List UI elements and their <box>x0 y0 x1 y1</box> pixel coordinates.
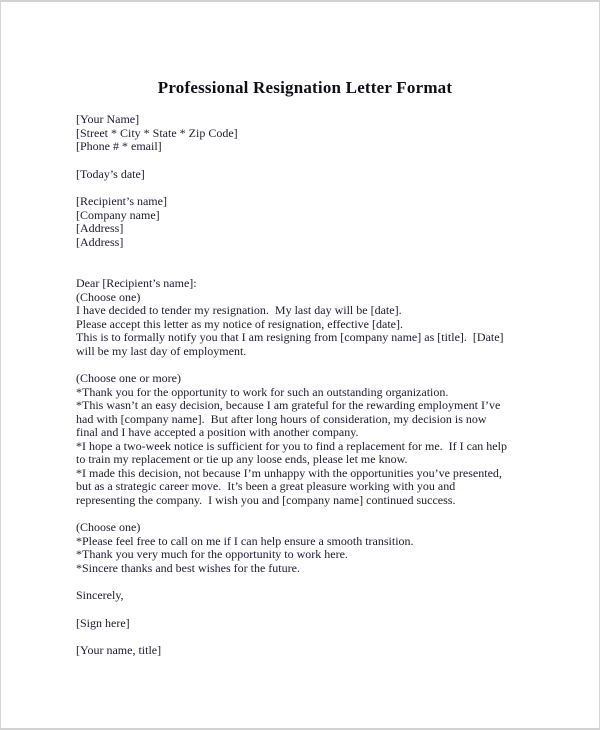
letter-line: will be my last day of employment. <box>76 343 247 358</box>
letter-line: *Sincere thanks and best wishes for the future. <box>76 560 300 575</box>
letter-line: to train my replacement or tie up any loose ends, please let me know. <box>76 452 408 466</box>
closing-options-block <box>76 521 534 575</box>
recipient-block <box>76 195 534 249</box>
first-options-block <box>76 372 534 507</box>
letter-line: [Address] <box>76 234 124 249</box>
letter-line: [Address] <box>76 221 124 235</box>
letter-line: had with [company name]. But after long hours of consideration, my decision is now <box>76 411 487 426</box>
letter-line: *I made this decision, not because I’m unhappy with the opportunities you’ve presented, <box>76 465 502 480</box>
letter-line: *Please feel free to call on me if I can help ensure a smooth transition. <box>76 533 414 548</box>
page-title: Professional Resignation Letter Format <box>157 78 453 97</box>
letter-line: [Your Name] <box>76 112 140 126</box>
letter-line: [Your name, title] <box>76 643 162 657</box>
letter-line: [Recipient’s name] <box>76 194 167 208</box>
letter-line: representing the company. I wish you and [company name] continued success. <box>76 492 456 507</box>
letter-line: I have decided to tender my resignation. My last day will be [date]. <box>76 303 402 317</box>
letter-line: Dear [Recipient’s name]: <box>76 276 197 290</box>
date-block <box>76 168 534 182</box>
letter-line: [Phone # * email] <box>76 139 162 153</box>
letter-line: [Company name] <box>76 207 160 222</box>
name-title-block <box>76 644 534 658</box>
letter-line: This is to formally notify you that I am resigning from [company name] as [title]. [Date] <box>76 330 504 344</box>
signoff-block <box>76 589 534 603</box>
letter-line: (Choose one) <box>76 520 141 534</box>
letter-line: [Today’s date] <box>76 166 145 181</box>
letter-line: but as a strategic career move. It’s been a great pleasure working with you and <box>76 479 456 493</box>
opening-block <box>76 277 534 358</box>
letter-line: (Choose one or more) <box>76 371 181 385</box>
letter-line: *Thank you for the opportunity to work for such an outstanding organization. <box>76 384 449 399</box>
letter-line: *This wasn’t an easy decision, because I am grateful for the rewarding employment I’ve <box>76 398 501 412</box>
sender-block <box>76 113 534 154</box>
letter-line: [Street * City * State * Zip Code] <box>76 125 238 140</box>
letter-line: (Choose one) <box>76 289 141 304</box>
letter-line: Please accept this letter as my notice of resignation, effective [date]. <box>76 316 403 331</box>
letter-line: [Sign here] <box>76 615 130 630</box>
letter-line: *Thank you very much for the opportunity to work here. <box>76 547 348 561</box>
letter-line: Sincerely, <box>76 588 124 602</box>
letter-line: *I hope a two-week notice is sufficient for you to find a replacement for me. If I can help <box>76 438 507 453</box>
signature-block <box>76 617 534 631</box>
letter-line: final and I have accepted a position with another company. <box>76 425 359 439</box>
